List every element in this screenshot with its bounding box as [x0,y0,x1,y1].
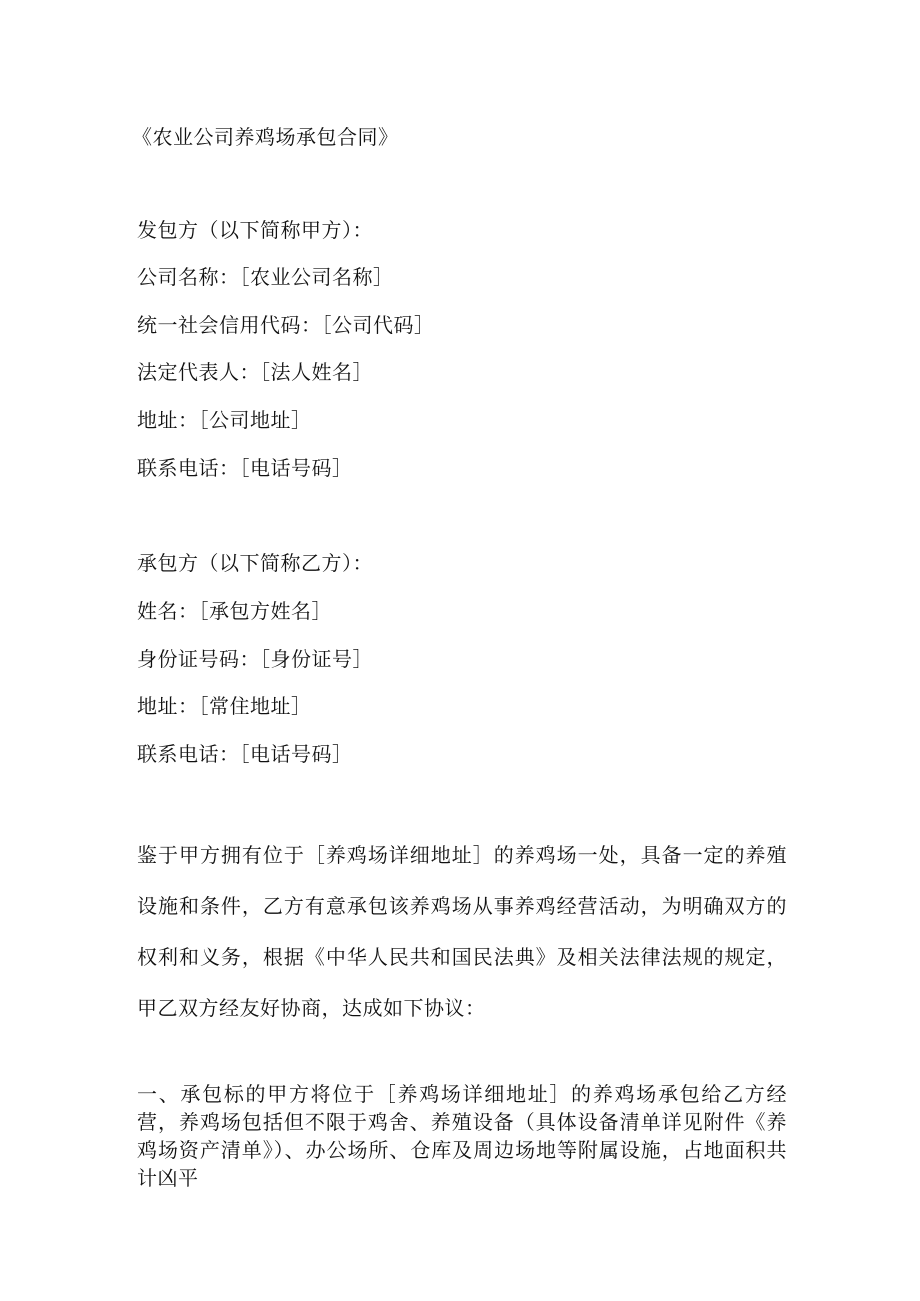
party-a-company-name: 公司名称：［农业公司名称］ [137,265,394,289]
party-b-phone: 联系电话：［电话号码］ [137,742,353,766]
party-a-heading: 发包方（以下简称甲方）： [137,218,373,242]
party-b-id-number: 身份证号码：［身份证号］ [137,647,373,671]
intro-paragraph: 鉴于甲方拥有位于［养鸡场详细地址］的养鸡场一处，具备一定的养殖设施和条件，乙方有意承包该养鸡场从事养鸡经营活动，为明确双方的权利和义务，根据《中华人民共和国民法典》及相关法律法规的规定，甲乙双方经友好协商，达成如下协议： [137,843,787,1020]
party-a-legal-rep: 法定代表人：［法人姓名］ [137,360,373,384]
clause-1-paragraph: 一、承包标的甲方将位于［养鸡场详细地址］的养鸡场承包给乙方经营，养鸡场包括但不限于鸡舍、养殖设备（具体设备清单详见附件《养鸡场资产清单》）、办公场所、仓库及周边场地等附属设施，占地面积共计凶平 [137,1082,787,1190]
party-a-phone: 联系电话：［电话号码］ [137,456,353,480]
party-b-heading: 承包方（以下简称乙方）： [137,551,373,575]
party-a-credit-code: 统一社会信用代码：［公司代码］ [137,313,435,337]
party-a-address: 地址：［公司地址］ [137,408,312,432]
document-title: 《农业公司养鸡场承包合同》 [132,125,399,149]
party-b-address: 地址：［常住地址］ [137,694,312,718]
party-b-name: 姓名：［承包方姓名］ [137,599,332,623]
